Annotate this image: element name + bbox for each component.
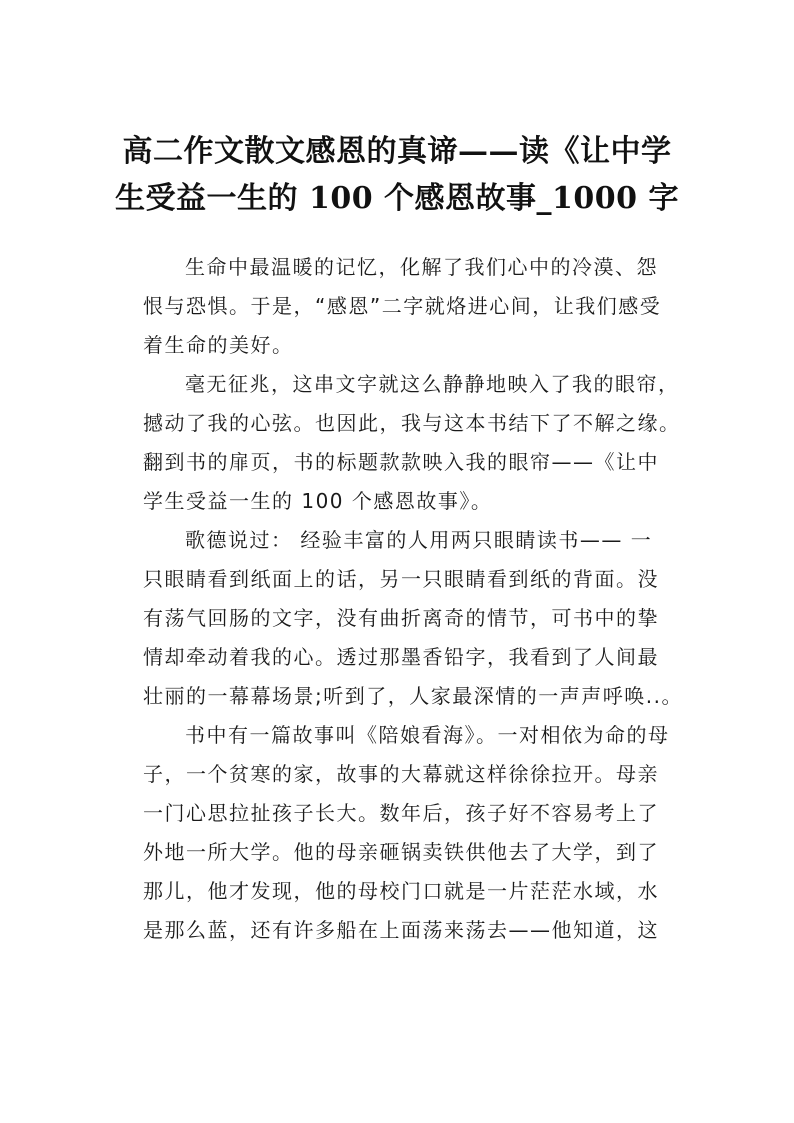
document-body <box>143 248 683 950</box>
text-line: 毫无征兆，这串文字就这么静静地映入了我的眼帘， <box>185 372 680 396</box>
text-line: 翻到书的扉页，书的标题款款映入我的眼帘——《让中 <box>143 450 659 474</box>
text-line: 壮丽的一幕幕场景;听到了，人家最深情的一声声呼唤..。 <box>143 684 683 708</box>
text-line: 学生受益一生的 100 个感恩故事》。 <box>143 489 493 513</box>
text-line: 歌德说过： 经验丰富的人用两只眼睛读书—— 一 <box>185 528 653 552</box>
text-line: 情却牵动着我的心。透过那墨香铅字，我看到了人间最 <box>143 645 659 669</box>
text-line: 着生命的美好。 <box>143 333 294 357</box>
text-line: 撼动了我的心弦。也因此，我与这本书结下了不解之缘。 <box>143 411 681 435</box>
text-line: 那儿，他才发现，他的母校门口就是一片茫茫水域，水 <box>143 879 659 903</box>
text-line: 有荡气回肠的文字，没有曲折离奇的情节，可书中的挚 <box>143 606 659 630</box>
text-line: 是那么蓝，还有许多船在上面荡来荡去——他知道，这 <box>143 918 659 942</box>
text-line: 子，一个贫寒的家，故事的大幕就这样徐徐拉开。母亲 <box>143 762 659 786</box>
text-line: 书中有一篇故事叫《陪娘看海》。一对相依为命的母 <box>185 723 670 747</box>
paragraph-1 <box>143 248 683 365</box>
text-line: 生命中最温暖的记忆，化解了我们心中的冷漠、怨 <box>185 255 658 279</box>
document-title <box>100 128 694 222</box>
text-line: 外地一所大学。他的母亲砸锅卖铁供他去了大学，到了 <box>143 840 659 864</box>
paragraph-3 <box>143 521 683 716</box>
text-line: 一门心思拉扯孩子长大。数年后，孩子好不容易考上了 <box>143 801 659 825</box>
text-line: 只眼睛看到纸面上的话，另一只眼睛看到纸的背面。没 <box>143 567 659 591</box>
paragraph-4 <box>143 716 683 950</box>
paragraph-2 <box>143 365 683 521</box>
title-line-2: 生受益一生的 100 个感恩故事_1000 字 <box>115 181 679 217</box>
text-line: 恨与恐惧。于是，“感恩”二字就烙进心间，让我们感受 <box>143 294 662 318</box>
title-line-1: 高二作文散文感恩的真谛——读《让中学 <box>122 134 672 170</box>
